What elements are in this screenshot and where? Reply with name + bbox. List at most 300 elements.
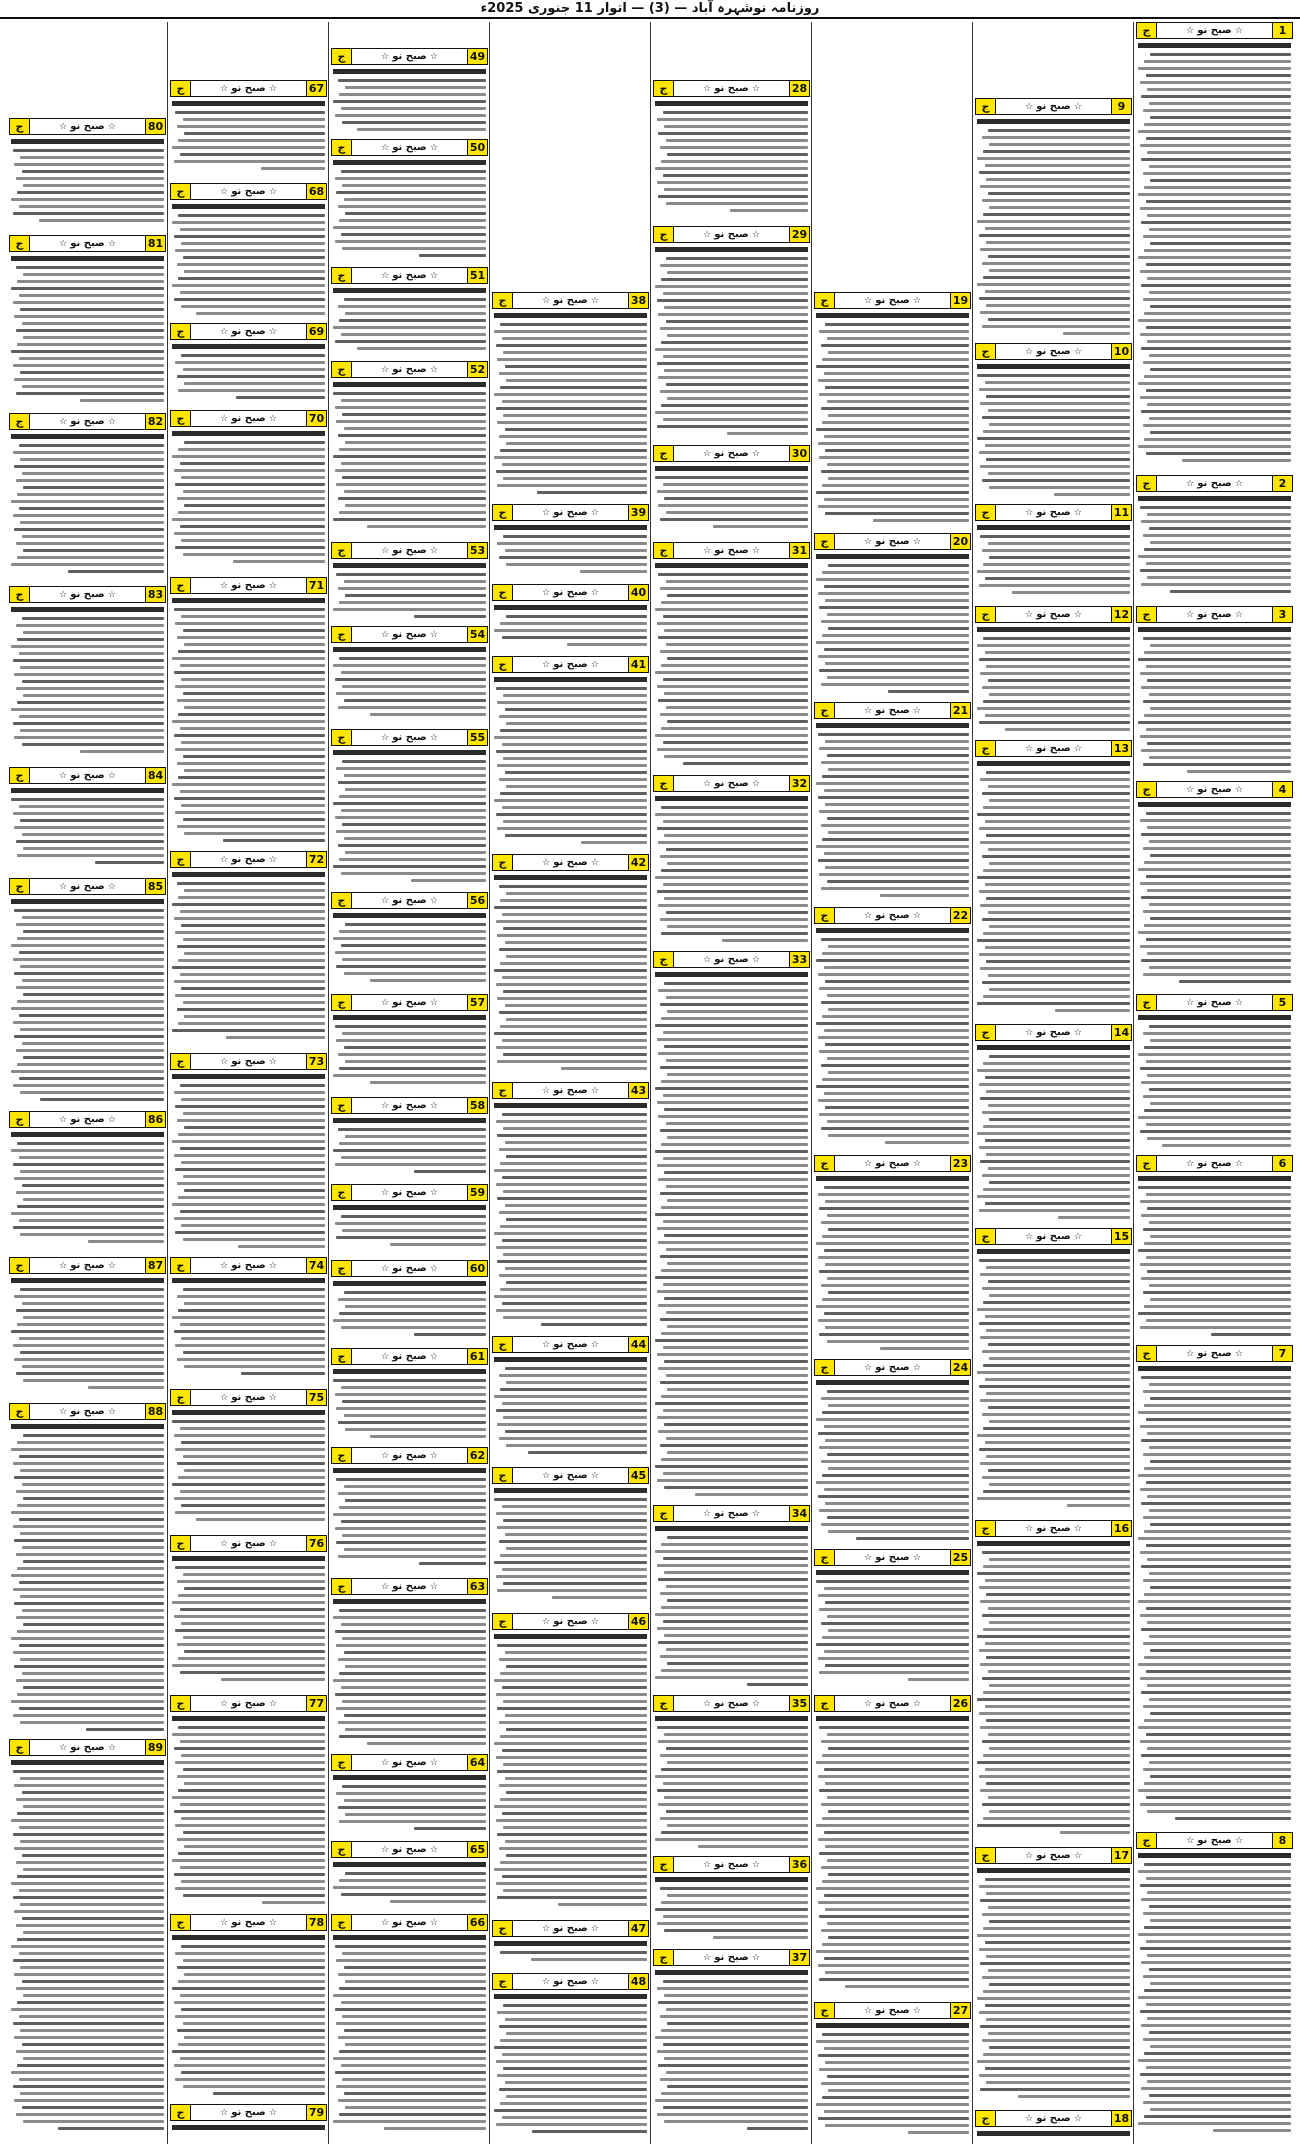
story-banner: [492, 504, 649, 521]
text-line: [172, 1316, 325, 1319]
text-line: [1146, 938, 1291, 941]
text-line: [655, 1838, 808, 1841]
text-line: [661, 1458, 808, 1461]
text-line: [1146, 665, 1291, 668]
banner-label: [352, 1448, 467, 1463]
story-banner: [9, 1111, 166, 1128]
text-line: [664, 125, 808, 128]
banner-glyph: ج: [654, 1857, 674, 1872]
story-body: [333, 749, 486, 888]
text-line: [23, 1434, 164, 1437]
text-line: [183, 938, 325, 941]
text-line: [20, 1028, 164, 1031]
text-line: [175, 1231, 325, 1234]
story-body: [816, 1569, 969, 1691]
story-body: [333, 1774, 486, 1837]
text-line: [11, 1882, 164, 1885]
text-line: [505, 941, 647, 944]
text-line: [816, 845, 969, 848]
story-banner: [1136, 994, 1293, 1011]
text-line: [177, 1182, 325, 1185]
text-line: [541, 1323, 647, 1326]
story-banner: [170, 323, 327, 340]
text-line: [661, 278, 808, 281]
banner-title: صبح نو: [714, 229, 749, 240]
text-line: [979, 2074, 1130, 2077]
text-line: [175, 1448, 325, 1451]
story-banner: [331, 994, 488, 1011]
text-line: [1143, 1705, 1291, 1708]
text-line: [982, 792, 1130, 795]
text-line: [17, 2064, 164, 2067]
story-number: 9: [1111, 99, 1131, 114]
text-line: [1150, 305, 1291, 308]
text-line: [1140, 1614, 1291, 1617]
text-line: [657, 362, 808, 365]
text-line: [1149, 1635, 1291, 1638]
banner-glyph: ج: [815, 1360, 835, 1375]
text-line: [824, 1768, 969, 1771]
text-line: [1150, 1775, 1291, 1778]
banner-glyph: ج: [1137, 23, 1157, 38]
star-icon: ☆: [265, 2108, 277, 2118]
banner-title: صبح نو: [392, 1351, 427, 1362]
banner-title: صبح نو: [231, 1260, 266, 1271]
text-line: [977, 1635, 1130, 1638]
text-line: [183, 1894, 325, 1897]
text-line: [819, 393, 969, 396]
text-line: [213, 2092, 325, 2095]
story-banner: [331, 626, 488, 643]
text-line: [1144, 312, 1291, 315]
text-line: [989, 1983, 1130, 1986]
text-line: [180, 153, 325, 156]
banner-glyph: ج: [976, 1521, 996, 1536]
text-line: [183, 2022, 325, 2025]
banner-label: [674, 227, 789, 242]
text-line: [816, 641, 969, 644]
text-line: [986, 1782, 1130, 1785]
text-line: [667, 271, 808, 274]
masthead: [0, 0, 1300, 18]
banner-title: صبح نو: [714, 545, 749, 556]
star-icon: ☆: [220, 2108, 232, 2118]
story-headline-line: [333, 647, 486, 652]
text-line: [367, 525, 486, 528]
story-number: 74: [306, 1258, 326, 1273]
text-line: [986, 1892, 1130, 1895]
star-icon: ☆: [1186, 785, 1198, 795]
text-line: [666, 1810, 808, 1813]
text-line: [172, 903, 325, 906]
text-line: [19, 1518, 164, 1521]
story-banner: [492, 292, 649, 309]
text-line: [827, 994, 969, 997]
text-line: [660, 2015, 808, 2018]
text-line: [1146, 1060, 1291, 1063]
text-line: [16, 392, 164, 395]
text-line: [16, 542, 164, 545]
text-line: [86, 1728, 164, 1731]
text-line: [345, 1060, 486, 1063]
story-banner: [814, 907, 971, 924]
text-line: [345, 312, 486, 315]
story-number: 49: [467, 49, 487, 64]
text-line: [666, 320, 808, 323]
star-icon: ☆: [1186, 479, 1198, 489]
text-line: [14, 1177, 164, 1180]
text-line: [338, 434, 486, 437]
star-icon: ☆: [909, 1553, 921, 1563]
text-line: [1141, 1439, 1291, 1442]
text-line: [1149, 165, 1291, 168]
text-line: [11, 1070, 164, 1073]
story-headline-line: [494, 1103, 647, 1108]
text-line: [663, 741, 808, 744]
story-headline-line: [655, 972, 808, 977]
text-line: [17, 1323, 164, 1326]
story-headline-line: [816, 1570, 969, 1575]
text-line: [506, 1018, 647, 1021]
text-line: [20, 1966, 164, 1969]
story-body: [1138, 801, 1291, 990]
text-line: [336, 1644, 486, 1647]
text-line: [818, 1594, 969, 1597]
text-line: [503, 1316, 647, 1319]
text-line: [178, 139, 325, 142]
text-line: [658, 989, 808, 992]
story-banner: [331, 267, 488, 284]
story-number: 69: [306, 324, 326, 339]
story-headline-line: [655, 796, 808, 801]
text-line: [22, 1302, 164, 1305]
text-line: [341, 872, 486, 875]
text-line: [506, 1665, 647, 1668]
text-line: [818, 1432, 969, 1435]
banner-glyph: ج: [815, 1550, 835, 1565]
banner-title: صبح نو: [875, 1698, 910, 1709]
text-line: [989, 1055, 1130, 1058]
text-line: [819, 1113, 969, 1116]
text-line: [339, 1820, 486, 1823]
story-body: [816, 312, 969, 529]
text-line: [180, 1994, 325, 1997]
text-line: [503, 694, 647, 697]
text-line: [345, 1135, 486, 1138]
text-line: [20, 1658, 164, 1661]
text-line: [500, 1288, 647, 1291]
text-line: [497, 1770, 647, 1773]
story-banner: [814, 702, 971, 719]
story-number: 26: [950, 1696, 970, 1711]
banner-label: [996, 2111, 1111, 2126]
text-line: [499, 1011, 647, 1014]
text-line: [178, 1980, 325, 1983]
story-headline-line: [977, 761, 1130, 766]
banner-glyph: ج: [171, 2105, 191, 2120]
text-line: [175, 1761, 325, 1764]
text-line: [338, 305, 486, 308]
story-body: [655, 1969, 808, 2140]
text-line: [22, 833, 164, 836]
story-headline-line: [172, 204, 325, 209]
text-line: [661, 341, 808, 344]
text-line: [226, 1036, 325, 1039]
story-banner: [653, 445, 810, 462]
text-line: [816, 2103, 969, 2106]
text-line: [1140, 882, 1291, 885]
story-body: [816, 1715, 969, 1998]
text-line: [986, 897, 1130, 900]
banner-glyph: ج: [332, 995, 352, 1010]
text-line: [1149, 102, 1291, 105]
banner-glyph: ج: [1137, 1833, 1157, 1848]
text-line: [658, 841, 808, 844]
banner-title: صبح نو: [392, 545, 427, 556]
text-line: [500, 729, 647, 732]
story-body: [494, 312, 647, 500]
story-number: 44: [628, 1337, 648, 1352]
text-line: [664, 2120, 808, 2123]
banner-title: صبح نو: [714, 1698, 749, 1709]
text-line: [1150, 1919, 1291, 1922]
text-line: [333, 2057, 486, 2060]
banner-title: صبح نو: [70, 416, 105, 427]
banner-title: صبح نو: [231, 854, 266, 865]
banner-glyph: ج: [493, 657, 513, 672]
banner-label: [835, 293, 950, 308]
text-line: [983, 430, 1130, 433]
text-line: [184, 1015, 325, 1018]
text-line: [13, 812, 164, 815]
star-icon: ☆: [703, 779, 715, 789]
text-line: [824, 1312, 969, 1315]
text-line: [174, 1330, 325, 1333]
text-line: [989, 143, 1130, 146]
text-line: [17, 1567, 164, 1570]
text-line: [1149, 354, 1291, 357]
text-line: [988, 2032, 1130, 2035]
text-line: [821, 1064, 969, 1067]
text-line: [985, 164, 1130, 167]
text-line: [979, 1322, 1130, 1325]
story-number: 84: [145, 768, 165, 783]
column-3: [813, 22, 972, 2144]
story-body: [172, 1073, 325, 1253]
text-line: [816, 1887, 969, 1890]
banner-label: [513, 585, 628, 600]
story-banner: [1136, 606, 1293, 623]
text-line: [660, 390, 808, 393]
story-body: [494, 1993, 647, 2140]
text-line: [17, 1938, 164, 1941]
story-number: 63: [467, 1579, 487, 1594]
banner-label: [30, 236, 145, 251]
star-icon: ☆: [381, 1758, 393, 1768]
text-line: [502, 2053, 647, 2056]
text-line: [819, 1789, 969, 1792]
text-line: [818, 1099, 969, 1102]
text-line: [660, 1444, 808, 1447]
text-line: [23, 2120, 164, 2123]
text-line: [494, 1232, 647, 1235]
story-number: 16: [1111, 1521, 1131, 1536]
text-line: [660, 2078, 808, 2081]
text-line: [175, 748, 325, 751]
text-line: [983, 1927, 1130, 1930]
text-line: [177, 636, 325, 639]
star-icon: ☆: [1025, 1524, 1037, 1534]
banner-title: صبح نو: [231, 83, 266, 94]
text-line: [1140, 735, 1291, 738]
text-line: [985, 1579, 1130, 1582]
text-line: [985, 883, 1130, 886]
text-line: [174, 1747, 325, 1750]
text-line: [1141, 1081, 1291, 1084]
text-line: [183, 629, 325, 632]
text-line: [502, 1875, 647, 1878]
text-line: [499, 2088, 647, 2091]
text-line: [657, 622, 808, 625]
text-line: [338, 844, 486, 847]
text-line: [980, 1399, 1130, 1402]
banner-title: صبح نو: [553, 587, 588, 598]
text-line: [175, 1168, 325, 1171]
text-line: [1147, 1747, 1291, 1750]
text-line: [13, 1344, 164, 1347]
text-line: [818, 1495, 969, 1498]
text-line: [496, 2060, 647, 2063]
story-body: [333, 1368, 486, 1443]
text-line: [183, 1636, 325, 1639]
text-line: [989, 423, 1130, 426]
story-body: [333, 381, 486, 538]
text-line: [335, 340, 486, 343]
story-banner: [653, 1949, 810, 1966]
text-line: [580, 570, 647, 573]
banner-glyph: ج: [332, 1261, 352, 1276]
text-line: [344, 1966, 486, 1969]
text-line: [505, 1714, 647, 1717]
text-line: [22, 1365, 164, 1368]
text-line: [824, 1029, 969, 1032]
text-line: [827, 1390, 969, 1393]
story-headline-line: [11, 1132, 164, 1137]
text-line: [988, 1167, 1130, 1170]
text-line: [977, 374, 1130, 377]
text-line: [1144, 1046, 1291, 1049]
text-line: [414, 1827, 486, 1830]
story-body: [333, 912, 486, 990]
text-line: [345, 788, 486, 791]
text-line: [655, 1775, 808, 1778]
text-line: [505, 1777, 647, 1780]
text-line: [667, 1388, 808, 1391]
star-icon: ☆: [1231, 1836, 1243, 1846]
text-line: [174, 298, 325, 301]
text-line: [825, 1908, 969, 1911]
text-line: [1141, 1502, 1291, 1505]
text-line: [11, 1700, 164, 1703]
story-body: [11, 1759, 164, 2140]
star-icon: ☆: [542, 1617, 554, 1627]
text-line: [175, 361, 325, 364]
story-body: [172, 1555, 325, 1691]
text-line: [339, 1735, 486, 1738]
text-line: [1143, 847, 1291, 850]
text-line: [500, 1798, 647, 1801]
star-icon: ☆: [426, 271, 438, 281]
text-line: [977, 1132, 1130, 1135]
story-number: 19: [950, 293, 970, 308]
story-banner: [331, 1348, 488, 1365]
text-line: [177, 1966, 325, 1969]
text-line: [180, 1608, 325, 1611]
text-line: [986, 1392, 1130, 1395]
star-icon: ☆: [381, 365, 393, 375]
text-line: [506, 1547, 647, 1550]
text-line: [390, 1900, 486, 1903]
text-line: [180, 910, 325, 913]
banner-glyph: ج: [815, 293, 835, 308]
banner-glyph: ج: [493, 1468, 513, 1483]
text-line: [496, 1882, 647, 1885]
text-line: [19, 1156, 164, 1159]
banner-glyph: ج: [976, 607, 996, 622]
text-line: [1144, 548, 1291, 551]
text-line: [341, 944, 486, 947]
text-line: [341, 2064, 486, 2067]
text-line: [1146, 1123, 1291, 1126]
text-line: [172, 146, 325, 149]
text-line: [822, 1943, 969, 1946]
text-line: [980, 1726, 1130, 1729]
story-headline-line: [11, 1760, 164, 1765]
text-line: [667, 1662, 808, 1665]
text-line: [1150, 431, 1291, 434]
story-headline-line: [333, 1118, 486, 1123]
banner-title: صبح نو: [553, 857, 588, 868]
banner-label: [191, 324, 306, 339]
star-icon: ☆: [909, 911, 921, 921]
story-headline-line: [333, 1205, 486, 1210]
story-banner: [653, 951, 810, 968]
text-line: [977, 1371, 1130, 1374]
text-line: [657, 490, 808, 493]
text-line: [979, 1083, 1130, 1086]
story-banner: [1136, 781, 1293, 798]
text-line: [20, 1469, 164, 1472]
text-line: [505, 834, 647, 837]
star-icon: ☆: [1025, 610, 1037, 620]
banner-glyph: ج: [1137, 607, 1157, 622]
text-line: [506, 722, 647, 725]
text-line: [333, 1886, 486, 1889]
banner-glyph: ج: [654, 81, 674, 96]
story-headline-line: [494, 677, 647, 682]
star-icon: ☆: [1231, 1159, 1243, 1169]
story-headline-line: [11, 607, 164, 612]
text-line: [1143, 1228, 1291, 1231]
star-icon: ☆: [1070, 744, 1082, 754]
text-line: [1150, 1460, 1291, 1463]
text-line: [1150, 1039, 1291, 1042]
banner-glyph: ج: [171, 1696, 191, 1711]
text-line: [503, 2004, 647, 2007]
banner-title: صبح نو: [1197, 784, 1232, 795]
text-line: [1143, 172, 1291, 175]
text-line: [1147, 2017, 1291, 2020]
